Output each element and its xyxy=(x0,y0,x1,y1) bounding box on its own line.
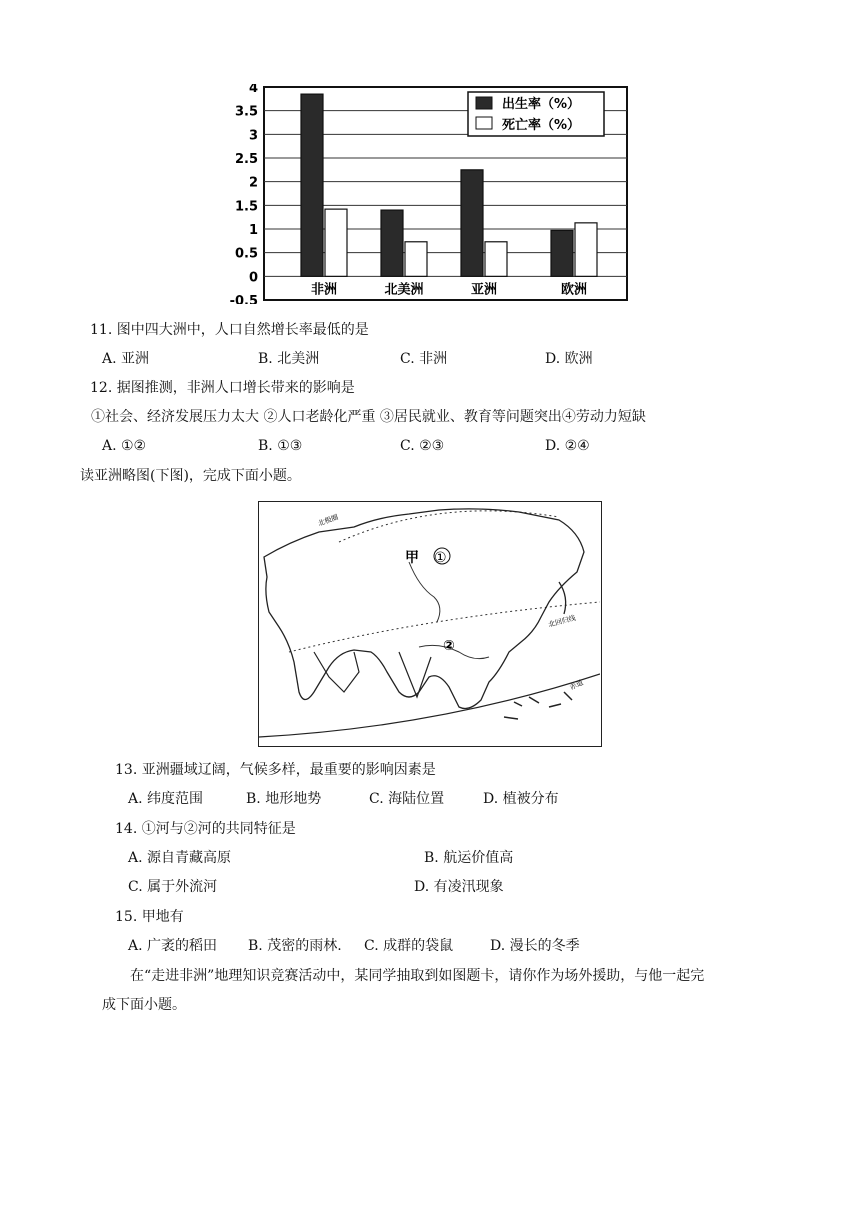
asia-map-drawing xyxy=(259,502,600,745)
q13-option-a[interactable]: A. 纬度范围 xyxy=(128,791,204,807)
q14-option-d[interactable]: D. 有凌汛现象 xyxy=(414,879,504,895)
bar-death-rate xyxy=(325,209,347,276)
bar-birth-rate xyxy=(381,210,403,276)
legend-label-birth: 出生率（%） xyxy=(502,97,581,112)
y-tick-label: 2.5 xyxy=(234,152,258,167)
bar-death-rate xyxy=(405,242,427,277)
legend-swatch-death xyxy=(476,117,492,129)
map-intro: 读亚洲略图(下图)，完成下面小题。 xyxy=(80,468,301,484)
arctic-circle-line xyxy=(339,511,559,542)
q13-option-d[interactable]: D. 植被分布 xyxy=(483,791,559,807)
q15-options xyxy=(128,936,748,956)
river-1 xyxy=(409,562,440,622)
bar-death-rate xyxy=(485,242,507,277)
q12-stem: 12. 据图推测，非洲人口增长带来的影响是 xyxy=(90,380,355,396)
bar-death-rate xyxy=(575,223,597,276)
asia-map xyxy=(258,501,602,747)
y-tick-label: -0.5 xyxy=(229,294,258,304)
chart-legend xyxy=(468,92,604,136)
bar-birth-rate xyxy=(461,170,483,277)
q11-option-a[interactable]: A. 亚洲 xyxy=(102,351,150,367)
q14-option-b[interactable]: B. 航运价值高 xyxy=(424,850,514,866)
q13-stem: 13. 亚洲疆域辽阔，气候多样，最重要的影响因素是 xyxy=(115,762,436,778)
y-tick-label: 0.5 xyxy=(234,246,258,262)
birth-death-rate-chart xyxy=(226,84,630,304)
y-axis-ticks xyxy=(230,84,258,304)
legend-swatch-birth xyxy=(476,97,492,109)
indian-peninsula xyxy=(399,652,431,697)
q12-option-a[interactable]: A. ①② xyxy=(102,438,147,454)
q12-options xyxy=(102,436,802,456)
q15-option-c[interactable]: C. 成群的袋鼠 xyxy=(364,938,454,954)
y-tick-label: 1.5 xyxy=(234,199,258,215)
y-tick-label: 4 xyxy=(248,84,258,96)
y-tick-label: 0 xyxy=(248,270,258,286)
category-label: 欧洲 xyxy=(560,282,588,298)
label-arctic-circle: 北极圈 xyxy=(316,513,340,528)
label-1: ① xyxy=(434,550,447,566)
y-tick-label: 3 xyxy=(248,128,258,144)
q13-option-b[interactable]: B. 地形地势 xyxy=(246,791,322,807)
africa-intro-line-2: 成下面小题。 xyxy=(102,997,186,1013)
equator-line xyxy=(259,674,600,737)
q12-option-d[interactable]: D. ②④ xyxy=(545,438,590,454)
label-equator: 赤道 xyxy=(568,678,585,692)
bar-birth-rate xyxy=(551,230,573,276)
q11-option-b[interactable]: B. 北美洲 xyxy=(258,351,320,367)
q11-stem: 11. 图中四大洲中，人口自然增长率最低的是 xyxy=(90,322,369,338)
q11-option-d[interactable]: D. 欧洲 xyxy=(545,351,593,367)
africa-intro-line-1: 在“走进非洲”地理知识竞赛活动中，某同学抽取到如图题卡，请你作为场外援助，与他一起完 xyxy=(130,968,705,984)
y-tick-label: 3.5 xyxy=(234,104,258,120)
q15-option-a[interactable]: A. 广袤的稻田 xyxy=(128,938,218,954)
q12-items: ①社会、经济发展压力太大 ②人口老龄化严重 ③居民就业、教育等问题突出④劳动力短缺 xyxy=(91,409,646,425)
category-label: 亚洲 xyxy=(470,282,498,298)
category-label: 北美洲 xyxy=(384,282,424,298)
q12-option-c[interactable]: C. ②③ xyxy=(400,438,445,454)
q15-option-b[interactable]: B. 茂密的雨林. xyxy=(248,938,342,954)
legend-label-death: 死亡率（%） xyxy=(502,118,581,133)
q15-option-d[interactable]: D. 漫长的冬季 xyxy=(490,938,580,954)
q11-option-c[interactable]: C. 非洲 xyxy=(400,351,448,367)
label-jia: 甲 xyxy=(405,550,419,566)
q14-option-c[interactable]: C. 属于外流河 xyxy=(128,879,218,895)
japan-islands xyxy=(559,582,566,614)
q13-options xyxy=(128,789,728,809)
q11-options xyxy=(102,349,802,369)
label-tropic: 北回归线 xyxy=(547,613,577,629)
q13-option-c[interactable]: C. 海陆位置 xyxy=(369,791,445,807)
y-tick-label: 2 xyxy=(248,175,258,191)
q14-option-a[interactable]: A. 源自青藏高原 xyxy=(128,850,232,866)
category-label: 非洲 xyxy=(310,282,338,298)
y-tick-label: 1 xyxy=(248,223,258,238)
q12-option-b[interactable]: B. ①③ xyxy=(258,438,303,454)
q14-stem: 14. ①河与②河的共同特征是 xyxy=(115,821,296,837)
q15-stem: 15. 甲地有 xyxy=(115,909,184,925)
islands xyxy=(504,692,572,719)
bar-birth-rate xyxy=(301,94,323,276)
label-2: ② xyxy=(443,638,455,654)
